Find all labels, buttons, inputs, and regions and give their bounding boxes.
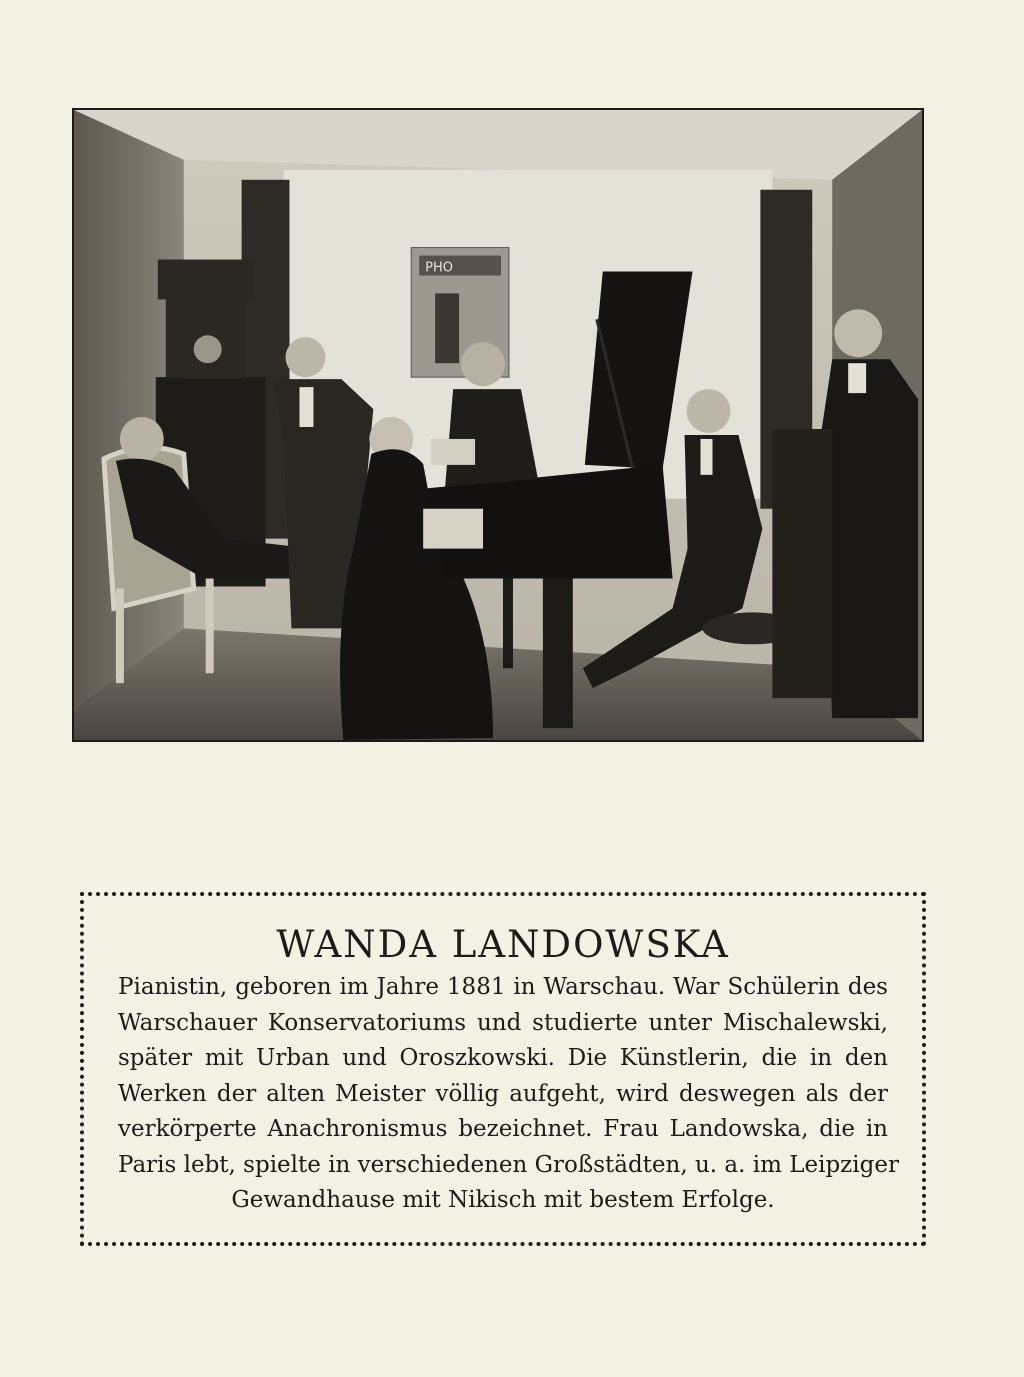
group-photograph [72,108,924,742]
caption-line: Gewandhause mit Nikisch mit bestem Erfolge. [231,1187,775,1213]
caption-line: Werken der alten Meister völlig aufgeht, wird deswegen als der [118,1080,888,1107]
standing-man-right [820,359,918,718]
caption-line: Paris lebt, spielte in verschiedenen Großstädten, u. a. im Leipziger [118,1151,899,1178]
photo-illustration [74,110,922,740]
poster-text: PHO [425,260,453,276]
caption-body [118,970,899,1219]
caption-line: später mit Urban und Oroszkowski. Die Künstlerin, die in den [118,1045,888,1071]
caption-line: verkörperte Anachronismus bezeichnet. Frau Landowska, die in [118,1116,888,1142]
caption-line: Pianistin, geboren im Jahre 1881 in Warschau. War Schülerin des [118,974,888,1000]
caption-box [80,892,926,1246]
caption-title: WANDA LANDOWSKA [276,923,730,966]
caption-line: Warschauer Konservatoriums und studierte unter Mischalewski, [118,1009,888,1036]
